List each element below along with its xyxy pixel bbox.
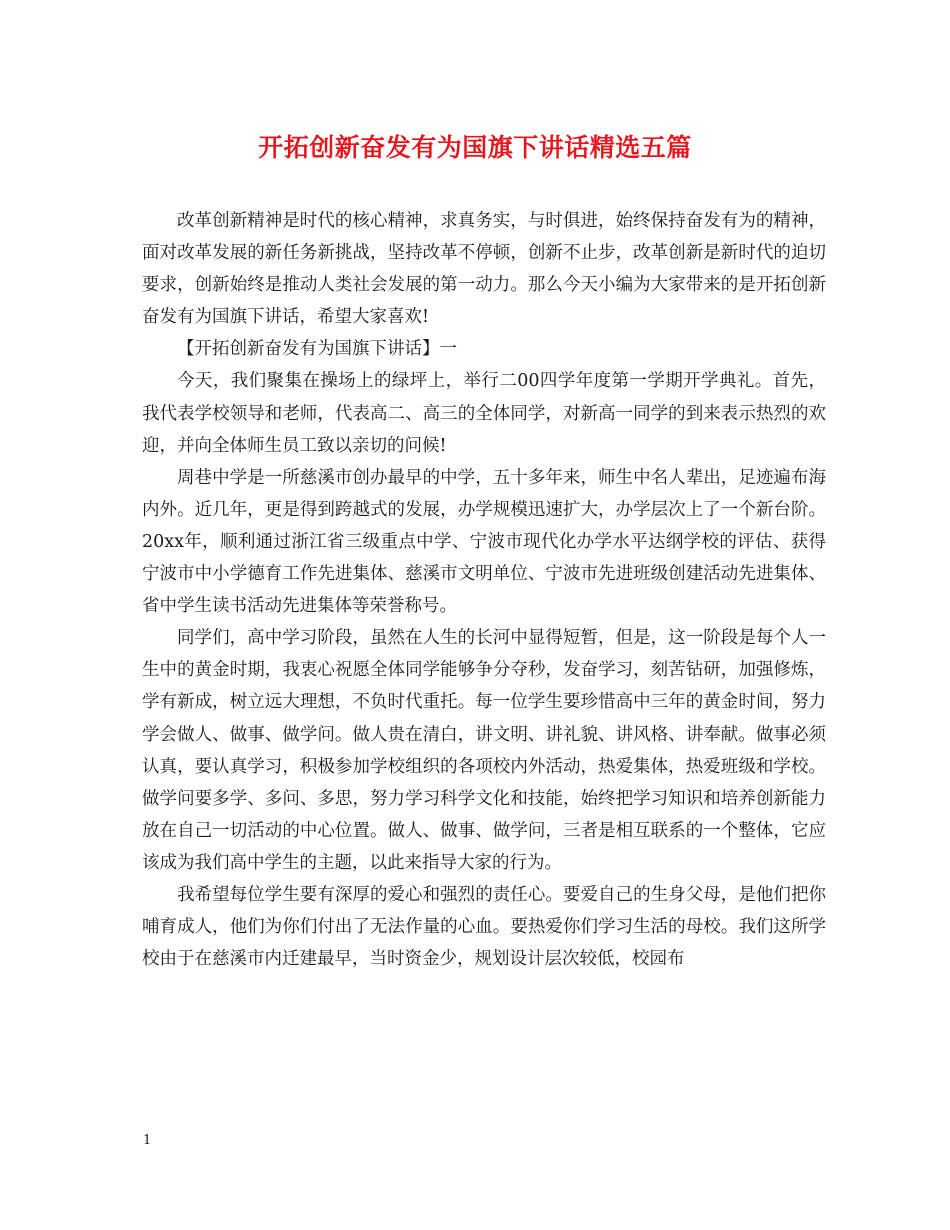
page-number: 1 [143,1133,152,1148]
document-body [142,205,826,975]
body-paragraph: 我希望每位学生要有深厚的爱心和强烈的责任心。要爱自己的生身父母，是他们把你哺育成人，他们为你们付出了无法作量的心血。要热爱你们学习生活的母校。我们这所学校由于在慈溪市内迁建最早，当时资金少，规划设计层次较低，校园布 [142,884,826,970]
body-paragraph: 同学们，高中学习阶段，虽然在人生的长河中显得短暂，但是，这一阶段是每个人一生中的黄金时期，我衷心祝愿全体同学能够争分夺秒，发奋学习，刻苦钻研，加强修炼，学有新成，树立远大理想，不负时代重托。每一位学生要珍惜高中三年的黄金时间，努力学会做人、做事、做学问。做人贵在清白，讲文明、讲礼貌、讲风格、讲奉献。做事必须认真，要认真学习，积极参加学校组织的各项校内外活动，热爱集体，热爱班级和学校。做学问要多学、多问、多思，努力学习科学文化和技能，始终把学习知识和培养创新能力放在自己一切活动的中心位置。做人、做事、做学问，三者是相互联系的一个整体，它应该成为我们高中学生的主题，以此来指导大家的行为。 [142,628,826,873]
section-heading: 【开拓创新奋发有为国旗下讲话】一 [177,339,457,360]
body-paragraph: 周巷中学是一所慈溪市创办最早的中学，五十多年来，师生中名人辈出，足迹遍布海内外。近几年，更是得到跨越式的发展，办学规模迅速扩大，办学层次上了一个新台阶。20xx年，顺利通过浙江省三级重点中学、宁波市现代化办学水平达纲学校的评估、获得宁波市中小学德育工作先进集体、慈溪市文明单位、宁波市先进班级创建活动先进集体、省中学生读书活动先进集体等荣誉称号。 [142,467,826,617]
body-paragraph: 今天，我们聚集在操场上的绿坪上，举行二00四学年度第一学期开学典礼。首先，我代表学校领导和老师，代表高二、高三的全体同学，对新高一同学的到来表示热烈的欢迎，并向全体师生员工致以亲切的问候! [142,371,826,456]
document-title: 开拓创新奋发有为国旗下讲话精选五篇 [258,133,692,162]
intro-paragraph: 改革创新精神是时代的核心精神，求真务实，与时俱进，始终保持奋发有为的精神，面对改革发展的新任务新挑战，坚持改革不停顿，创新不止步，改革创新是新时代的迫切要求，创新始终是推动人类社会发展的第一动力。那么今天小编为大家带来的是开拓创新奋发有为国旗下讲话，希望大家喜欢! [142,211,826,328]
